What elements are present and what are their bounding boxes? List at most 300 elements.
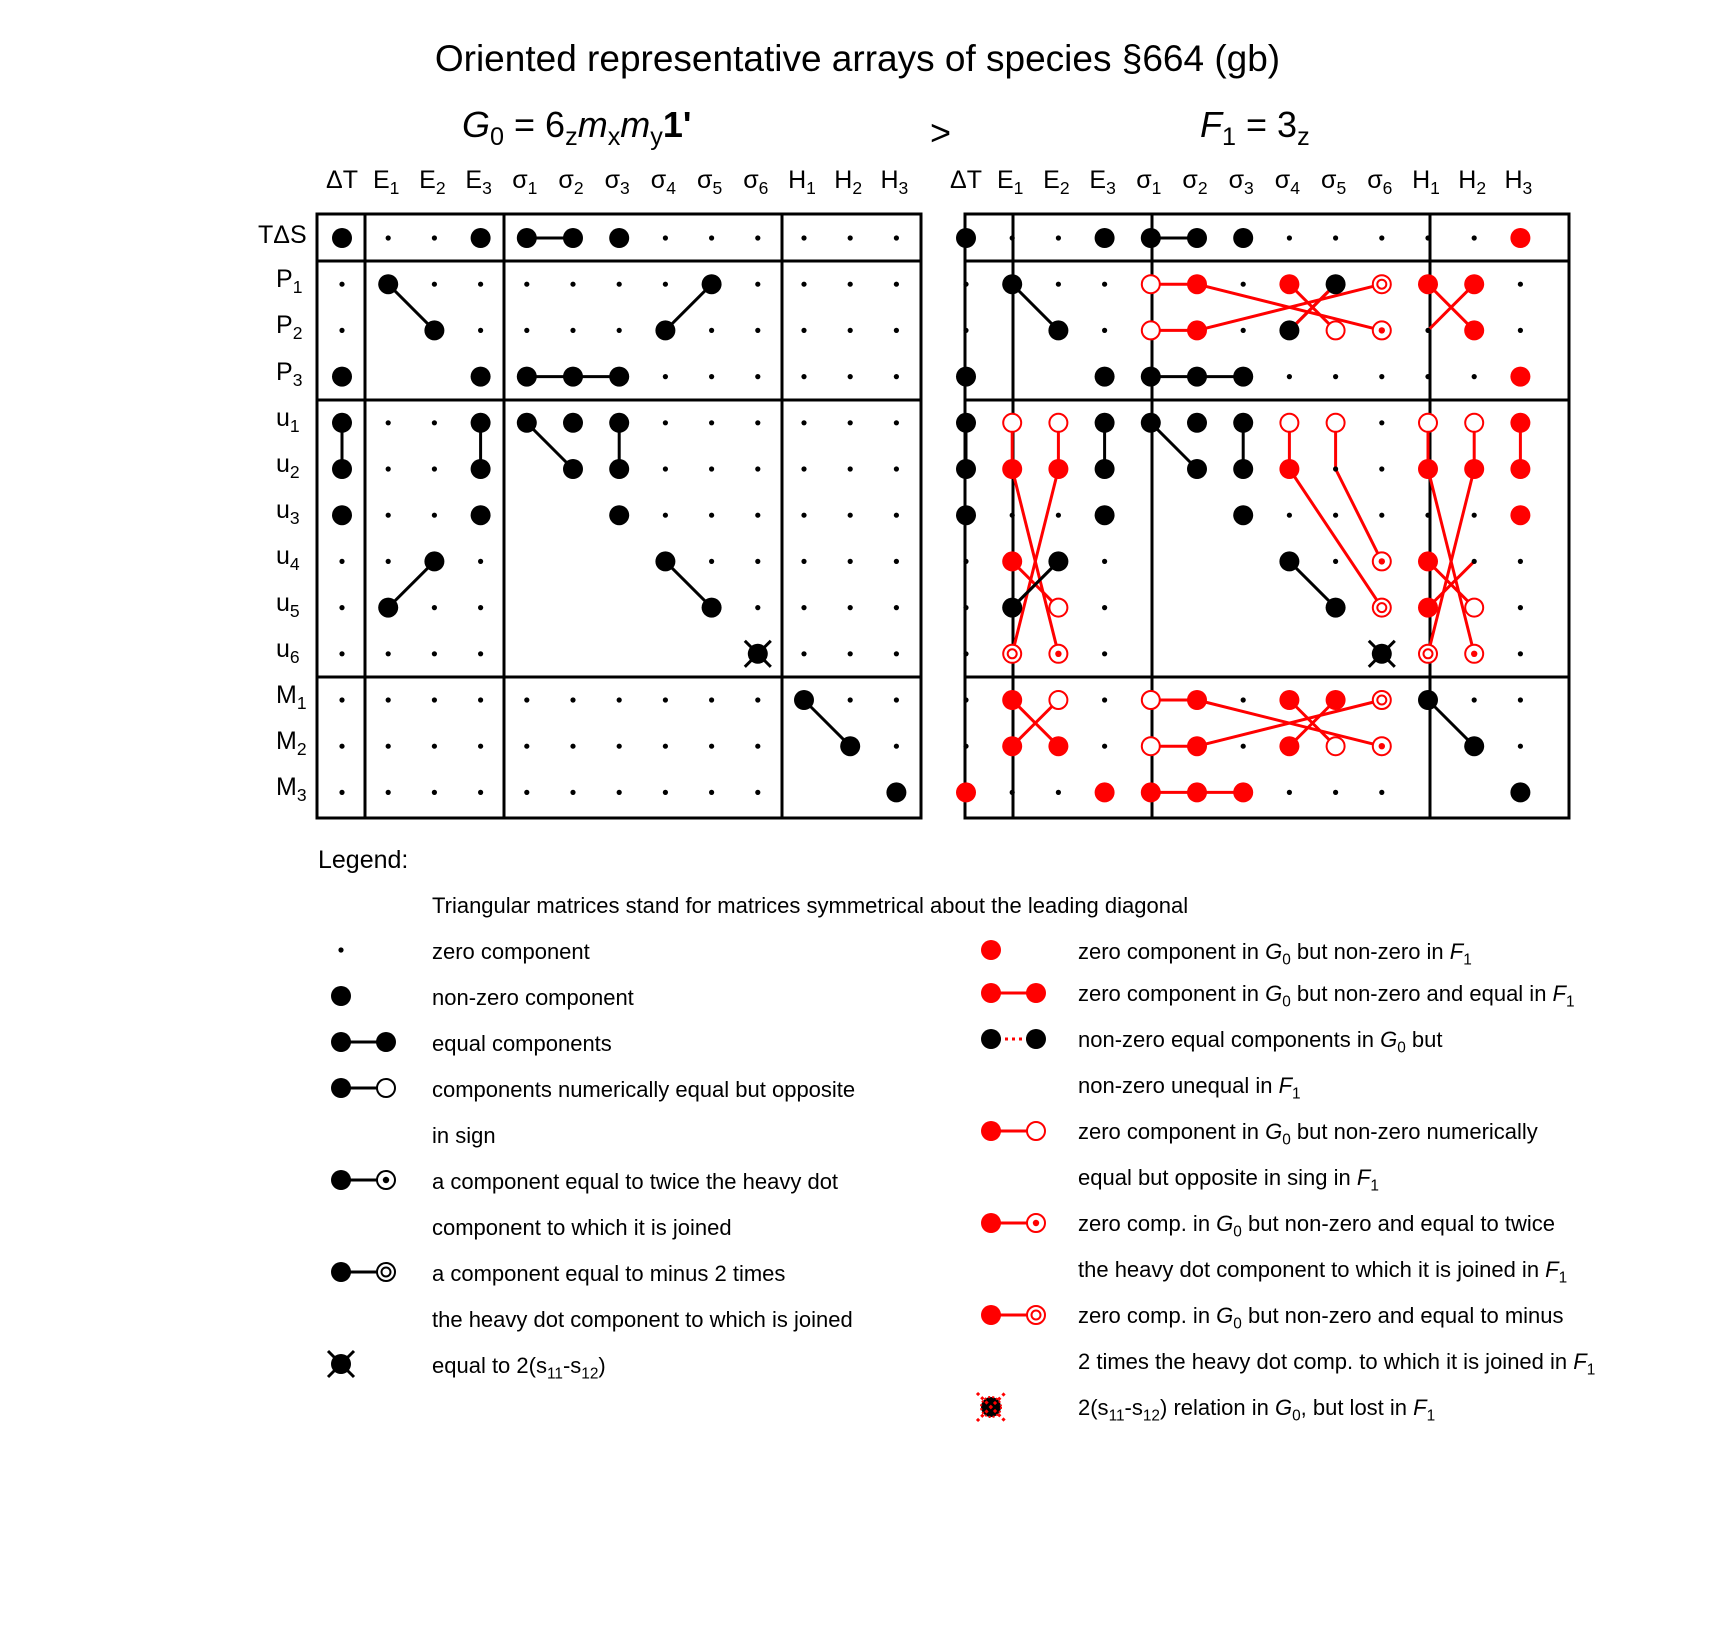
group-g0-label: $G_0 = 6_zm_xm_y1'$ bbox=[462, 104, 692, 152]
zero-component-dot bbox=[848, 420, 853, 425]
legend-right-5b: 2 times the heavy dot comp. to which it is joined in $F_1$ bbox=[1078, 1349, 1596, 1379]
row-label: $M_3$ bbox=[276, 773, 307, 806]
nonzero-component-dot bbox=[517, 228, 537, 248]
column-header: $\sigma_5$ bbox=[1321, 166, 1347, 198]
subgroup-relation: > bbox=[930, 112, 952, 153]
zero-component-dot bbox=[1287, 790, 1292, 795]
nonzero-component-dot bbox=[563, 228, 583, 248]
zero-component-dot bbox=[1333, 374, 1338, 379]
zero-component-dot bbox=[1518, 651, 1523, 656]
twice-component-center bbox=[1379, 327, 1385, 333]
legend-left-2: equal components bbox=[432, 1031, 612, 1056]
nonzero-component-dot bbox=[956, 228, 976, 248]
nonzero-component-dot bbox=[1048, 736, 1068, 756]
zero-component-dot bbox=[848, 605, 853, 610]
zero-component-dot bbox=[386, 651, 391, 656]
nonzero-component-dot bbox=[1464, 320, 1484, 340]
zero-component-dot bbox=[894, 374, 899, 379]
nonzero-component-dot bbox=[1187, 320, 1207, 340]
nonzero-component-dot bbox=[1233, 459, 1253, 479]
zero-component-dot bbox=[1379, 420, 1384, 425]
zero-component-dot bbox=[709, 328, 714, 333]
column-header: $H_3$ bbox=[1504, 166, 1533, 198]
zero-component-dot bbox=[1241, 744, 1246, 749]
zero-component-dot bbox=[1333, 790, 1338, 795]
zero-component-dot bbox=[801, 420, 806, 425]
zero-component-dot bbox=[432, 282, 437, 287]
zero-component-dot bbox=[432, 697, 437, 702]
nonzero-component-dot bbox=[1095, 413, 1115, 433]
column-header: $H_1$ bbox=[1412, 166, 1440, 198]
nonzero-component-dot bbox=[1510, 413, 1530, 433]
nonzero-component-dot bbox=[1279, 551, 1299, 571]
column-header: $\sigma_2$ bbox=[558, 166, 584, 198]
minus-twice-inner-ring bbox=[1424, 649, 1433, 658]
column-header: $E_3$ bbox=[465, 166, 492, 198]
legend-right-3b: equal but opposite in sing in $F_1$ bbox=[1078, 1165, 1379, 1195]
column-header: $\sigma_1$ bbox=[1136, 166, 1162, 198]
nonzero-component-dot bbox=[1141, 782, 1161, 802]
column-header: $\sigma_3$ bbox=[1228, 166, 1254, 198]
legend-left-1: non-zero component bbox=[432, 985, 634, 1010]
zero-component-dot bbox=[894, 282, 899, 287]
column-header: $H_1$ bbox=[788, 166, 816, 198]
zero-component-dot bbox=[1333, 559, 1338, 564]
nonzero-component-dot bbox=[956, 413, 976, 433]
row-label: $u_2$ bbox=[276, 449, 300, 482]
twice-component-center bbox=[1379, 558, 1385, 564]
zero-component-dot bbox=[432, 420, 437, 425]
legend-left-0: zero component bbox=[432, 939, 590, 964]
nonzero-component-dot bbox=[424, 320, 444, 340]
legend-left-3: components numerically equal but opposite bbox=[432, 1077, 856, 1102]
zero-component-dot bbox=[709, 235, 714, 240]
legend-heading: Legend: bbox=[318, 846, 409, 874]
nonzero-component-dot bbox=[1464, 274, 1484, 294]
zero-component-dot bbox=[755, 235, 760, 240]
nonzero-component-dot bbox=[981, 1213, 1001, 1233]
zero-component-dot bbox=[339, 559, 344, 564]
zero-dot-icon bbox=[338, 947, 343, 952]
zero-component-dot bbox=[1102, 282, 1107, 287]
nonzero-component-dot bbox=[332, 459, 352, 479]
zero-component-dot bbox=[755, 513, 760, 518]
nonzero-component-dot bbox=[1326, 690, 1346, 710]
row-label: TΔS bbox=[258, 221, 307, 250]
zero-component-dot bbox=[339, 282, 344, 287]
zero-component-dot bbox=[1333, 466, 1338, 471]
nonzero-component-dot bbox=[1095, 367, 1115, 387]
nonzero-component-dot bbox=[331, 1078, 351, 1098]
zero-component-dot bbox=[801, 374, 806, 379]
zero-component-dot bbox=[848, 328, 853, 333]
zero-component-dot bbox=[524, 282, 529, 287]
nonzero-component-dot bbox=[1187, 782, 1207, 802]
zero-component-dot bbox=[478, 282, 483, 287]
zero-component-dot bbox=[1056, 790, 1061, 795]
legend-left-5b: the heavy dot component to which is joined bbox=[432, 1307, 853, 1332]
zero-component-dot bbox=[478, 605, 483, 610]
zero-component-dot bbox=[432, 513, 437, 518]
nonzero-component-dot bbox=[609, 459, 629, 479]
zero-component-dot bbox=[801, 513, 806, 518]
zero-component-dot bbox=[663, 235, 668, 240]
nonzero-component-dot bbox=[794, 690, 814, 710]
nonzero-component-dot bbox=[1187, 459, 1207, 479]
nonzero-component-dot bbox=[956, 782, 976, 802]
group-f1-label: $F_1 = 3_z$ bbox=[1200, 104, 1310, 152]
minus-twice-inner-ring bbox=[382, 1268, 391, 1277]
legend-right-4: zero comp. in $G_0$ but non-zero and equal to twice bbox=[1078, 1211, 1555, 1241]
legend-left-3b: in sign bbox=[432, 1123, 496, 1148]
nonzero-component-dot bbox=[609, 367, 629, 387]
zero-component-dot bbox=[1518, 744, 1523, 749]
nonzero-component-dot bbox=[1233, 505, 1253, 525]
legend-right-4b: the heavy dot component to which it is joined in $F_1$ bbox=[1078, 1257, 1568, 1287]
nonzero-component-dot bbox=[1418, 274, 1438, 294]
legend-right-0: zero component in $G_0$ but non-zero in $F_1$ bbox=[1078, 939, 1472, 969]
column-header: $\sigma_4$ bbox=[1274, 166, 1300, 198]
zero-component-dot bbox=[801, 466, 806, 471]
zero-component-dot bbox=[1425, 374, 1430, 379]
zero-component-dot bbox=[894, 235, 899, 240]
row-label: $M_1$ bbox=[276, 680, 307, 713]
nonzero-component-dot bbox=[1464, 736, 1484, 756]
zero-component-dot bbox=[570, 790, 575, 795]
zero-component-dot bbox=[478, 697, 483, 702]
nonzero-component-dot bbox=[1095, 228, 1115, 248]
zero-component-dot bbox=[663, 466, 668, 471]
zero-component-dot bbox=[1102, 559, 1107, 564]
nonzero-component-dot bbox=[702, 598, 722, 618]
zero-component-dot bbox=[663, 282, 668, 287]
nonzero-component-dot bbox=[331, 1262, 351, 1282]
opposite-sign-dot bbox=[1142, 275, 1160, 293]
zero-component-dot bbox=[663, 513, 668, 518]
nonzero-component-dot bbox=[1002, 551, 1022, 571]
nonzero-component-dot bbox=[332, 413, 352, 433]
zero-component-dot bbox=[1425, 328, 1430, 333]
zero-component-dot bbox=[570, 744, 575, 749]
zero-component-dot bbox=[1425, 235, 1430, 240]
nonzero-component-dot bbox=[1002, 459, 1022, 479]
column-header: $\sigma_6$ bbox=[743, 166, 769, 198]
zero-component-dot bbox=[894, 559, 899, 564]
nonzero-component-dot bbox=[1279, 274, 1299, 294]
column-header: ΔT bbox=[950, 166, 982, 194]
zero-component-dot bbox=[1102, 744, 1107, 749]
opposite-sign-dot bbox=[1049, 414, 1067, 432]
zero-component-dot bbox=[1010, 235, 1015, 240]
zero-component-dot bbox=[801, 651, 806, 656]
nonzero-component-dot bbox=[1187, 228, 1207, 248]
zero-component-dot bbox=[755, 744, 760, 749]
zero-component-dot bbox=[1241, 697, 1246, 702]
nonzero-component-dot bbox=[563, 459, 583, 479]
nonzero-component-dot bbox=[1002, 274, 1022, 294]
zero-component-dot bbox=[963, 651, 968, 656]
column-header: $H_2$ bbox=[1458, 166, 1487, 198]
opposite-sign-dot bbox=[1280, 414, 1298, 432]
zero-component-dot bbox=[432, 790, 437, 795]
zero-component-dot bbox=[1333, 235, 1338, 240]
zero-component-dot bbox=[663, 374, 668, 379]
zero-component-dot bbox=[963, 282, 968, 287]
nonzero-component-dot bbox=[1187, 367, 1207, 387]
column-header: $E_3$ bbox=[1089, 166, 1116, 198]
nonzero-component-dot bbox=[981, 1305, 1001, 1325]
nonzero-component-dot bbox=[702, 274, 722, 294]
zero-component-dot bbox=[709, 697, 714, 702]
zero-component-dot bbox=[386, 235, 391, 240]
nonzero-component-dot bbox=[471, 367, 491, 387]
zero-component-dot bbox=[663, 744, 668, 749]
nonzero-component-dot bbox=[1233, 413, 1253, 433]
zero-component-dot bbox=[709, 744, 714, 749]
nonzero-component-dot bbox=[609, 505, 629, 525]
zero-component-dot bbox=[1472, 697, 1477, 702]
legend-right-2b: non-zero unequal in $F_1$ bbox=[1078, 1073, 1301, 1103]
nonzero-component-dot bbox=[609, 228, 629, 248]
nonzero-component-dot bbox=[1095, 459, 1115, 479]
opposite-sign-dot bbox=[1142, 737, 1160, 755]
nonzero-component-dot bbox=[563, 413, 583, 433]
legend-left-4: a component equal to twice the heavy dot bbox=[432, 1169, 839, 1194]
zero-component-dot bbox=[1241, 328, 1246, 333]
row-label: $P_3$ bbox=[276, 357, 303, 390]
zero-component-dot bbox=[570, 697, 575, 702]
nonzero-component-dot bbox=[471, 228, 491, 248]
nonzero-component-dot bbox=[1048, 320, 1068, 340]
zero-component-dot bbox=[755, 559, 760, 564]
nonzero-component-dot bbox=[981, 983, 1001, 1003]
nonzero-component-dot bbox=[956, 459, 976, 479]
nonzero-component-dot bbox=[332, 367, 352, 387]
nonzero-component-dot bbox=[1510, 228, 1530, 248]
nonzero-component-dot bbox=[1510, 782, 1530, 802]
zero-component-dot bbox=[709, 513, 714, 518]
zero-component-dot bbox=[617, 328, 622, 333]
zero-component-dot bbox=[755, 790, 760, 795]
zero-component-dot bbox=[894, 697, 899, 702]
zero-component-dot bbox=[386, 466, 391, 471]
twice-component-center bbox=[1471, 651, 1477, 657]
nonzero-component-dot bbox=[1233, 228, 1253, 248]
zero-component-dot bbox=[963, 605, 968, 610]
minus-twice-inner-ring bbox=[1032, 1311, 1041, 1320]
opposite-sign-dot bbox=[1465, 599, 1483, 617]
zero-component-dot bbox=[1056, 235, 1061, 240]
zero-component-dot bbox=[386, 790, 391, 795]
row-label: $P_1$ bbox=[276, 265, 303, 298]
nonzero-component-dot bbox=[1418, 598, 1438, 618]
zero-component-dot bbox=[1379, 235, 1384, 240]
zero-component-dot bbox=[1010, 513, 1015, 518]
nonzero-component-dot bbox=[1141, 413, 1161, 433]
red-dot-icon bbox=[981, 940, 1001, 960]
nonzero-component-dot bbox=[1026, 1029, 1046, 1049]
column-header: $\sigma_4$ bbox=[650, 166, 676, 198]
legend-right-3: zero component in $G_0$ but non-zero numerically bbox=[1078, 1119, 1538, 1149]
zero-component-dot bbox=[1056, 513, 1061, 518]
nonzero-component-dot bbox=[1002, 736, 1022, 756]
zero-component-dot bbox=[709, 374, 714, 379]
nonzero-component-dot bbox=[981, 1121, 1001, 1141]
row-label: $P_2$ bbox=[276, 311, 303, 344]
zero-component-dot bbox=[1379, 466, 1384, 471]
zero-component-dot bbox=[1379, 374, 1384, 379]
zero-component-dot bbox=[1287, 513, 1292, 518]
opposite-sign-dot bbox=[1419, 414, 1437, 432]
zero-component-dot bbox=[432, 651, 437, 656]
nonzero-component-dot bbox=[1233, 782, 1253, 802]
zero-component-dot bbox=[386, 697, 391, 702]
zero-component-dot bbox=[1518, 282, 1523, 287]
minus-twice-inner-ring bbox=[1377, 696, 1386, 705]
zero-component-dot bbox=[709, 420, 714, 425]
zero-component-dot bbox=[848, 282, 853, 287]
nonzero-component-dot bbox=[840, 736, 860, 756]
nonzero-component-dot bbox=[1026, 983, 1046, 1003]
zero-component-dot bbox=[1287, 235, 1292, 240]
zero-component-dot bbox=[848, 513, 853, 518]
zero-component-dot bbox=[894, 605, 899, 610]
legend-left-5: a component equal to minus 2 times bbox=[432, 1261, 786, 1286]
nonzero-component-dot bbox=[1141, 367, 1161, 387]
legend-right-5: zero comp. in $G_0$ but non-zero and equal to minus bbox=[1078, 1303, 1564, 1333]
zero-component-dot bbox=[386, 420, 391, 425]
equality-link bbox=[1289, 469, 1381, 608]
zero-component-dot bbox=[617, 282, 622, 287]
zero-component-dot bbox=[617, 790, 622, 795]
zero-component-dot bbox=[1102, 651, 1107, 656]
zero-component-dot bbox=[339, 651, 344, 656]
zero-component-dot bbox=[755, 605, 760, 610]
nonzero-component-dot bbox=[1095, 782, 1115, 802]
zero-component-dot bbox=[1472, 559, 1477, 564]
nonzero-component-dot bbox=[609, 413, 629, 433]
opposite-sign-dot bbox=[1327, 737, 1345, 755]
zero-component-dot bbox=[524, 744, 529, 749]
zero-component-dot bbox=[1287, 374, 1292, 379]
zero-component-dot bbox=[1102, 605, 1107, 610]
nonzero-component-dot bbox=[471, 413, 491, 433]
nonzero-component-dot bbox=[332, 505, 352, 525]
column-header: $H_3$ bbox=[880, 166, 909, 198]
zero-component-dot bbox=[1379, 790, 1384, 795]
zero-component-dot bbox=[386, 744, 391, 749]
nonzero-component-dot bbox=[563, 367, 583, 387]
zero-component-dot bbox=[570, 282, 575, 287]
legend-left-4b: component to which it is joined bbox=[432, 1215, 732, 1240]
zero-component-dot bbox=[963, 697, 968, 702]
opposite-sign-dot bbox=[1327, 414, 1345, 432]
zero-component-dot bbox=[755, 328, 760, 333]
zero-component-dot bbox=[617, 697, 622, 702]
zero-component-dot bbox=[1102, 697, 1107, 702]
opposite-sign-dot bbox=[1049, 599, 1067, 617]
zero-component-dot bbox=[478, 651, 483, 656]
zero-component-dot bbox=[432, 466, 437, 471]
zero-component-dot bbox=[894, 420, 899, 425]
diagram-title: Oriented representative arrays of species §664 (gb) bbox=[434, 38, 1281, 79]
zero-component-dot bbox=[663, 790, 668, 795]
zero-component-dot bbox=[801, 559, 806, 564]
nonzero-component-dot bbox=[1048, 551, 1068, 571]
zero-component-dot bbox=[339, 790, 344, 795]
zero-component-dot bbox=[478, 328, 483, 333]
opposite-sign-dot bbox=[1465, 414, 1483, 432]
twice-component-center bbox=[1033, 1220, 1039, 1226]
nonzero-component-dot bbox=[378, 274, 398, 294]
nonzero-component-dot bbox=[1187, 736, 1207, 756]
nonzero-component-dot bbox=[1048, 459, 1068, 479]
zero-component-dot bbox=[570, 328, 575, 333]
legend-right-6: $2(s_{11}-s_{12})$ relation in $G_0$, but lost in $F_1$ bbox=[1078, 1395, 1436, 1425]
column-header: $E_1$ bbox=[996, 166, 1024, 198]
nonzero-component-dot bbox=[1141, 228, 1161, 248]
zero-component-dot bbox=[1102, 328, 1107, 333]
zero-component-dot bbox=[894, 513, 899, 518]
column-header: $\sigma_3$ bbox=[604, 166, 630, 198]
zero-component-dot bbox=[339, 328, 344, 333]
nonzero-component-dot bbox=[1326, 598, 1346, 618]
zero-component-dot bbox=[755, 374, 760, 379]
column-header: $\sigma_1$ bbox=[512, 166, 538, 198]
nonzero-component-dot bbox=[886, 782, 906, 802]
nonzero-component-dot bbox=[981, 1029, 1001, 1049]
nonzero-component-dot bbox=[1187, 690, 1207, 710]
zero-component-dot bbox=[848, 374, 853, 379]
legend-note: Triangular matrices stand for matrices symmetrical about the leading diagonal bbox=[432, 893, 1189, 918]
column-header: $\sigma_5$ bbox=[697, 166, 723, 198]
nonzero-component-dot bbox=[1510, 367, 1530, 387]
row-label: $u_3$ bbox=[276, 496, 300, 529]
zero-component-dot bbox=[339, 605, 344, 610]
nonzero-component-dot bbox=[332, 228, 352, 248]
zero-component-dot bbox=[801, 328, 806, 333]
zero-component-dot bbox=[386, 559, 391, 564]
opposite-sign-dot bbox=[1027, 1122, 1045, 1140]
column-header: $\sigma_6$ bbox=[1367, 166, 1393, 198]
zero-component-dot bbox=[432, 235, 437, 240]
opposite-sign-dot bbox=[1327, 321, 1345, 339]
minus-twice-inner-ring bbox=[1008, 649, 1017, 658]
nonzero-component-dot bbox=[471, 505, 491, 525]
nonzero-component-dot bbox=[1233, 367, 1253, 387]
zero-component-dot bbox=[386, 513, 391, 518]
zero-component-dot bbox=[478, 790, 483, 795]
nonzero-component-dot bbox=[655, 320, 675, 340]
zero-component-dot bbox=[1472, 374, 1477, 379]
legend-left-6: equal to $2(s_{11}-s_{12})$ bbox=[432, 1353, 606, 1383]
minus-twice-inner-ring bbox=[1377, 280, 1386, 289]
column-header: $E_2$ bbox=[1043, 166, 1070, 198]
zero-component-dot bbox=[709, 790, 714, 795]
nonzero-component-dot bbox=[471, 459, 491, 479]
row-label: $u_6$ bbox=[276, 634, 300, 667]
nonzero-component-dot bbox=[376, 1032, 396, 1052]
column-header: $E_1$ bbox=[372, 166, 400, 198]
zero-component-dot bbox=[1518, 328, 1523, 333]
zero-component-dot bbox=[894, 466, 899, 471]
nonzero-component-dot bbox=[1002, 598, 1022, 618]
zero-component-dot bbox=[478, 744, 483, 749]
zero-component-dot bbox=[432, 744, 437, 749]
zero-component-dot bbox=[848, 235, 853, 240]
nonzero-component-dot bbox=[1510, 459, 1530, 479]
nonzero-component-dot bbox=[1187, 413, 1207, 433]
